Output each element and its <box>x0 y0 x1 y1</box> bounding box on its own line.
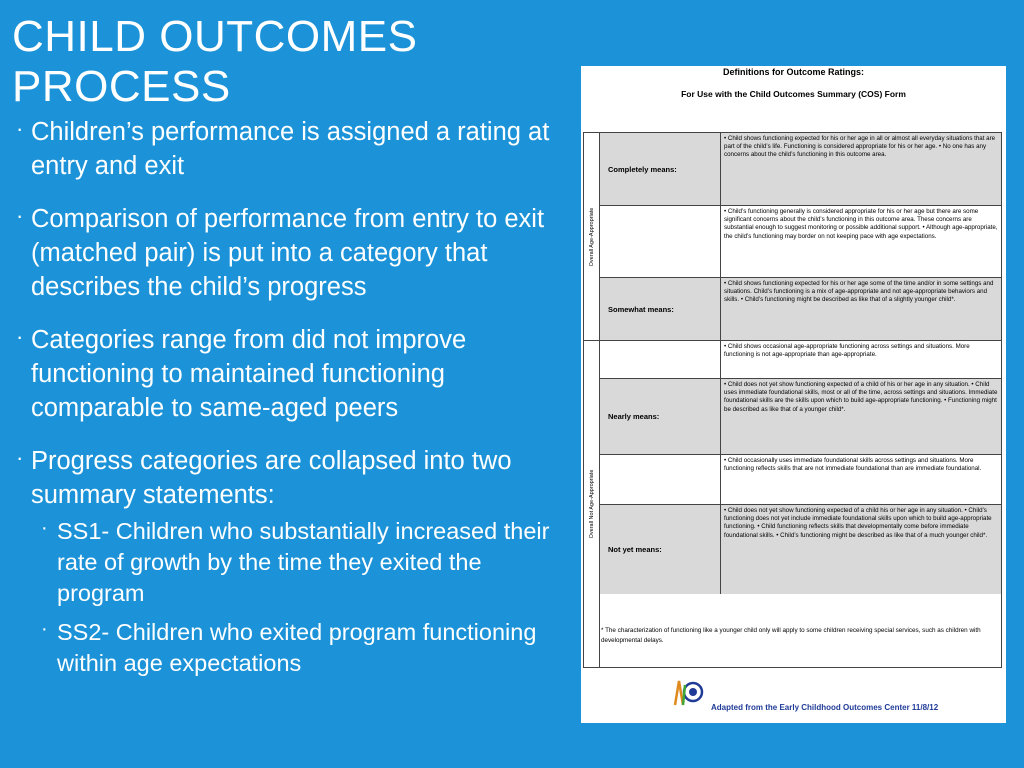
rating-description: • Child’s functioning generally is considered appropriate for his or her age but there are some significant concerns about the child’s functioning in this outcome area. These concerns are substantial enough to suggest monitoring or possible additional support. • Although age-appropriate, the child’s functioning may border on not keeping pace with age expectations. <box>724 208 998 240</box>
table-row <box>600 205 1001 277</box>
table-row <box>600 340 1001 378</box>
rating-label: Somewhat means: <box>600 278 721 340</box>
bullet-icon: · <box>16 116 24 141</box>
bullet-icon: · <box>16 203 24 228</box>
rating-description: • Child does not yet show functioning expected of a child of his or her age in any situation. • Child uses immediate foundational skills, most or all of the time, across settings and situations. Immediate foundational skills are the skills upon which to build age-appropriate functioning. • Functioning might be described as like that of a younger child*. <box>721 379 1001 454</box>
rating-description: • Child does not yet show functioning expected of a child his or her age in any situation. • Child’s functioning does not yet include immediate foundational skills upon which to build age-appropriate functioning. • Child functioning reflects skills that developmentally come before immediate foundational skills. • Child’s functioning might be described as like that of a much younger child*. <box>721 505 1001 594</box>
table-row <box>600 277 1001 340</box>
sub-bullet-item <box>31 516 572 609</box>
sub-bullet-list <box>31 516 572 679</box>
bullet-list <box>12 115 572 687</box>
table-row <box>600 133 1001 205</box>
sub-bullet-text: SS1- Children who substantially increased their rate of growth by the time they exited the program <box>57 518 550 606</box>
rating-label: Nearly means: <box>600 379 721 454</box>
eco-logo-icon <box>669 673 707 711</box>
footnote: * The characterization of functioning like a younger child only will apply to some children receiving special services, such as children with developmental delays. <box>601 627 981 644</box>
group-label: Overall Not Age-Appropriate <box>588 469 595 539</box>
rating-description: • Child shows functioning expected for his or her age in all or almost all everyday situations that are part of the child’s life. Functioning is considered appropriate for his or her age. • No one has any concerns about the child’s functioning in this outcome area. <box>721 133 1001 205</box>
document-heading: Definitions for Outcome Ratings: <box>722 67 864 77</box>
rating-label: Completely means: <box>600 133 721 205</box>
sub-bullet-text: SS2- Children who exited program functioning within age expectations <box>57 619 537 676</box>
document-footer: Adapted from the Early Childhood Outcomes Center 11/8/12 <box>711 703 939 712</box>
bullet-icon: · <box>41 618 48 640</box>
bullet-item <box>12 444 572 679</box>
rating-label <box>600 455 721 504</box>
rating-label <box>600 341 721 378</box>
table-row <box>600 454 1001 504</box>
rating-description: • Child shows occasional age-appropriate functioning across settings and situations. More functioning is not age-appropriate than age-appropriate. <box>724 343 970 359</box>
bullet-icon: · <box>16 445 24 470</box>
title-line-1: CHILD OUTCOMES <box>12 12 418 61</box>
bullet-text: Comparison of performance from entry to exit (matched pair) is put into a category that describes the child’s progress <box>31 205 545 301</box>
table-row <box>600 504 1001 594</box>
group-age-appropriate <box>584 133 600 340</box>
document-subheading: For Use with the Child Outcomes Summary (COS) Form <box>681 89 906 99</box>
bullet-icon: · <box>16 324 24 349</box>
bullet-icon: · <box>41 517 48 539</box>
bullet-text: Progress categories are collapsed into two summary statements: <box>31 447 512 509</box>
rating-description: • Child shows functioning expected for his or her age some of the time and/or in some settings and situations. Child’s functioning is a mix of age-appropriate and not age-appropriate behaviors and skills. • Child’s functioning might be described as like that of a slightly younger child*. <box>721 278 1001 340</box>
sub-bullet-item <box>31 617 572 679</box>
rating-label <box>600 206 721 277</box>
outcome-ratings-document <box>581 66 1006 723</box>
ratings-table <box>583 132 1002 668</box>
rating-label: Not yet means: <box>600 505 721 594</box>
title-line-2: PROCESS <box>12 62 231 111</box>
table-row <box>600 378 1001 454</box>
slide-title <box>12 12 572 112</box>
bullet-item <box>12 202 572 304</box>
group-not-age-appropriate <box>584 340 600 667</box>
bullet-text: Categories range from did not improve functioning to maintained functioning comparable to same-aged peers <box>31 326 467 422</box>
bullet-item <box>12 115 572 183</box>
bullet-item <box>12 323 572 425</box>
group-label: Overall Age-Appropriate <box>588 207 595 266</box>
rating-description: • Child occasionally uses immediate foundational skills across settings and situations. More functioning reflects skills that are not immediate foundational than are immediate foundational. <box>724 457 982 473</box>
bullet-text: Children’s performance is assigned a rating at entry and exit <box>31 118 550 180</box>
